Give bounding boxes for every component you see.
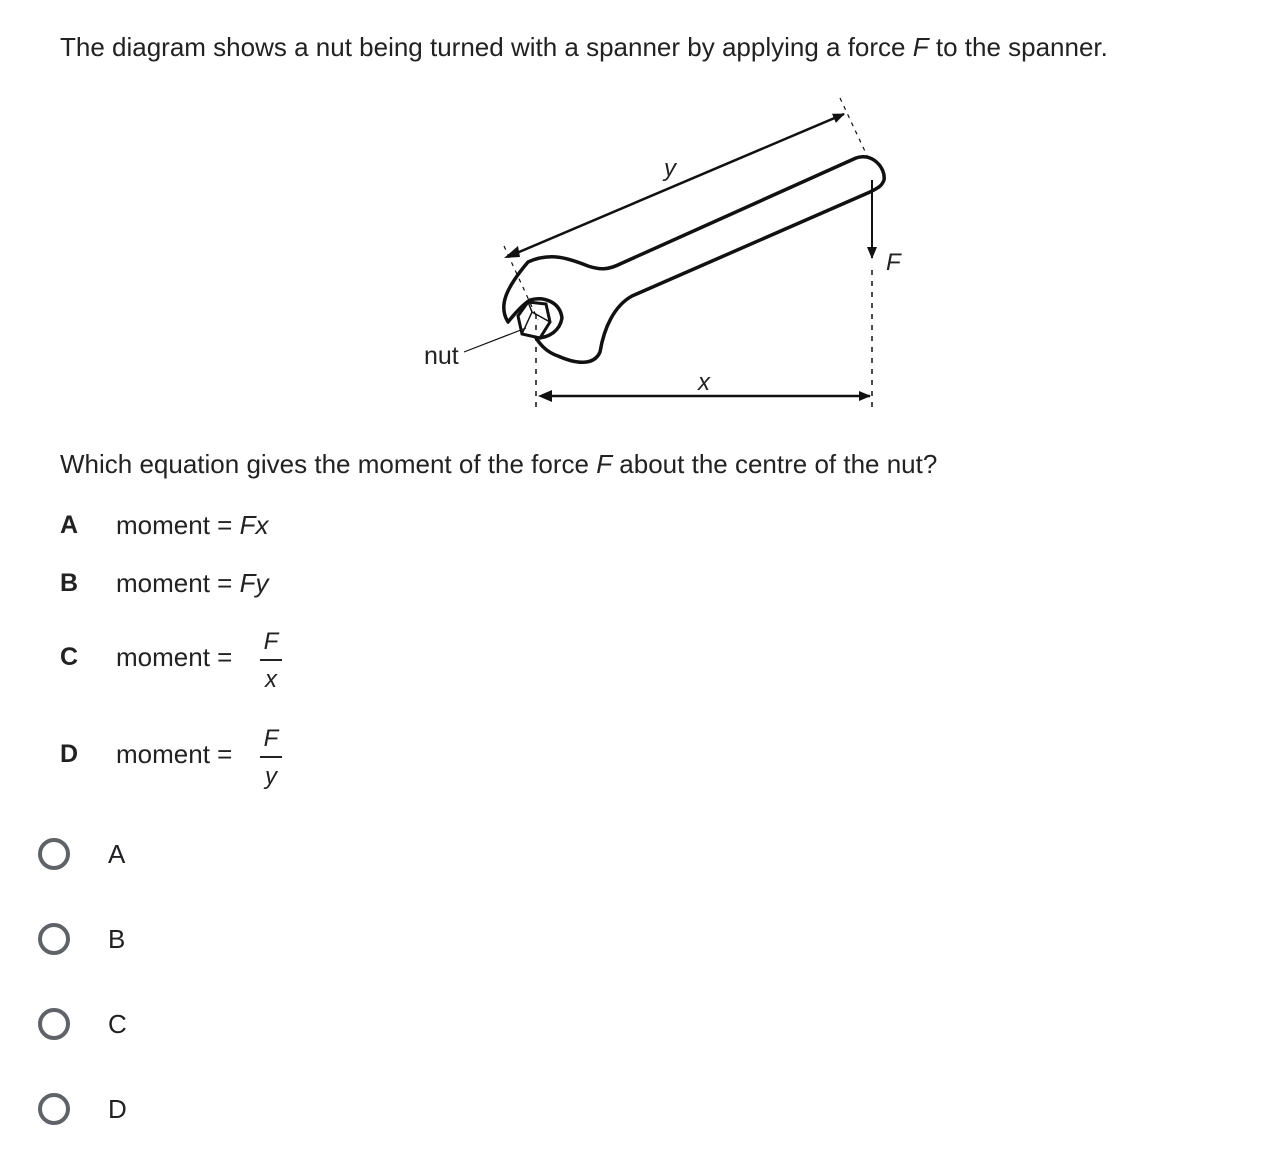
radio-label: C	[108, 1008, 127, 1039]
choice-letter: C	[60, 643, 79, 671]
spanner-outline	[504, 157, 884, 363]
fraction-denominator: x	[265, 666, 277, 693]
radio-option-a[interactable]	[38, 832, 125, 876]
radio-option-b[interactable]	[38, 917, 125, 961]
choice-equation: moment = Fx	[116, 510, 269, 540]
fraction-bar	[260, 756, 282, 758]
radio-circle[interactable]	[38, 923, 70, 955]
prompt-force-var: F	[596, 449, 613, 479]
radio-label: A	[108, 838, 126, 869]
force-label: F	[886, 249, 901, 276]
fraction-numerator: F	[263, 628, 279, 655]
fraction-bar	[260, 659, 282, 661]
intro-text: The diagram shows a nut being turned with a spanner by applying a force	[60, 32, 913, 62]
intro-text-end: to the spanner.	[928, 32, 1108, 62]
prompt-text: Which equation gives the moment of the force	[60, 449, 597, 479]
intro-force-var: F	[912, 32, 929, 62]
spanner-diagram	[400, 90, 920, 420]
choice-equation: moment = Fy	[116, 568, 269, 598]
y-label: y	[664, 155, 676, 182]
choice-equation: moment =	[116, 739, 233, 769]
choice-equation: moment =	[116, 642, 233, 672]
radio-option-c[interactable]	[38, 1002, 127, 1046]
question-prompt	[60, 449, 937, 479]
radio-circle[interactable]	[38, 838, 70, 870]
nut-label: nut	[424, 342, 459, 370]
radio-circle[interactable]	[38, 1093, 70, 1125]
question-intro	[60, 32, 1108, 62]
radio-option-d[interactable]	[38, 1087, 127, 1131]
radio-circle[interactable]	[38, 1008, 70, 1040]
nut-leader	[464, 328, 526, 352]
x-label: x	[698, 369, 710, 396]
radio-label: B	[108, 923, 126, 954]
choice-letter: D	[60, 740, 79, 768]
fraction-numerator: F	[263, 725, 279, 752]
radio-label: D	[108, 1093, 127, 1124]
prompt-text-end: about the centre of the nut?	[612, 449, 938, 479]
choice-letter: A	[60, 511, 79, 539]
choice-letter: B	[60, 569, 79, 597]
fraction-denominator: y	[265, 763, 277, 790]
